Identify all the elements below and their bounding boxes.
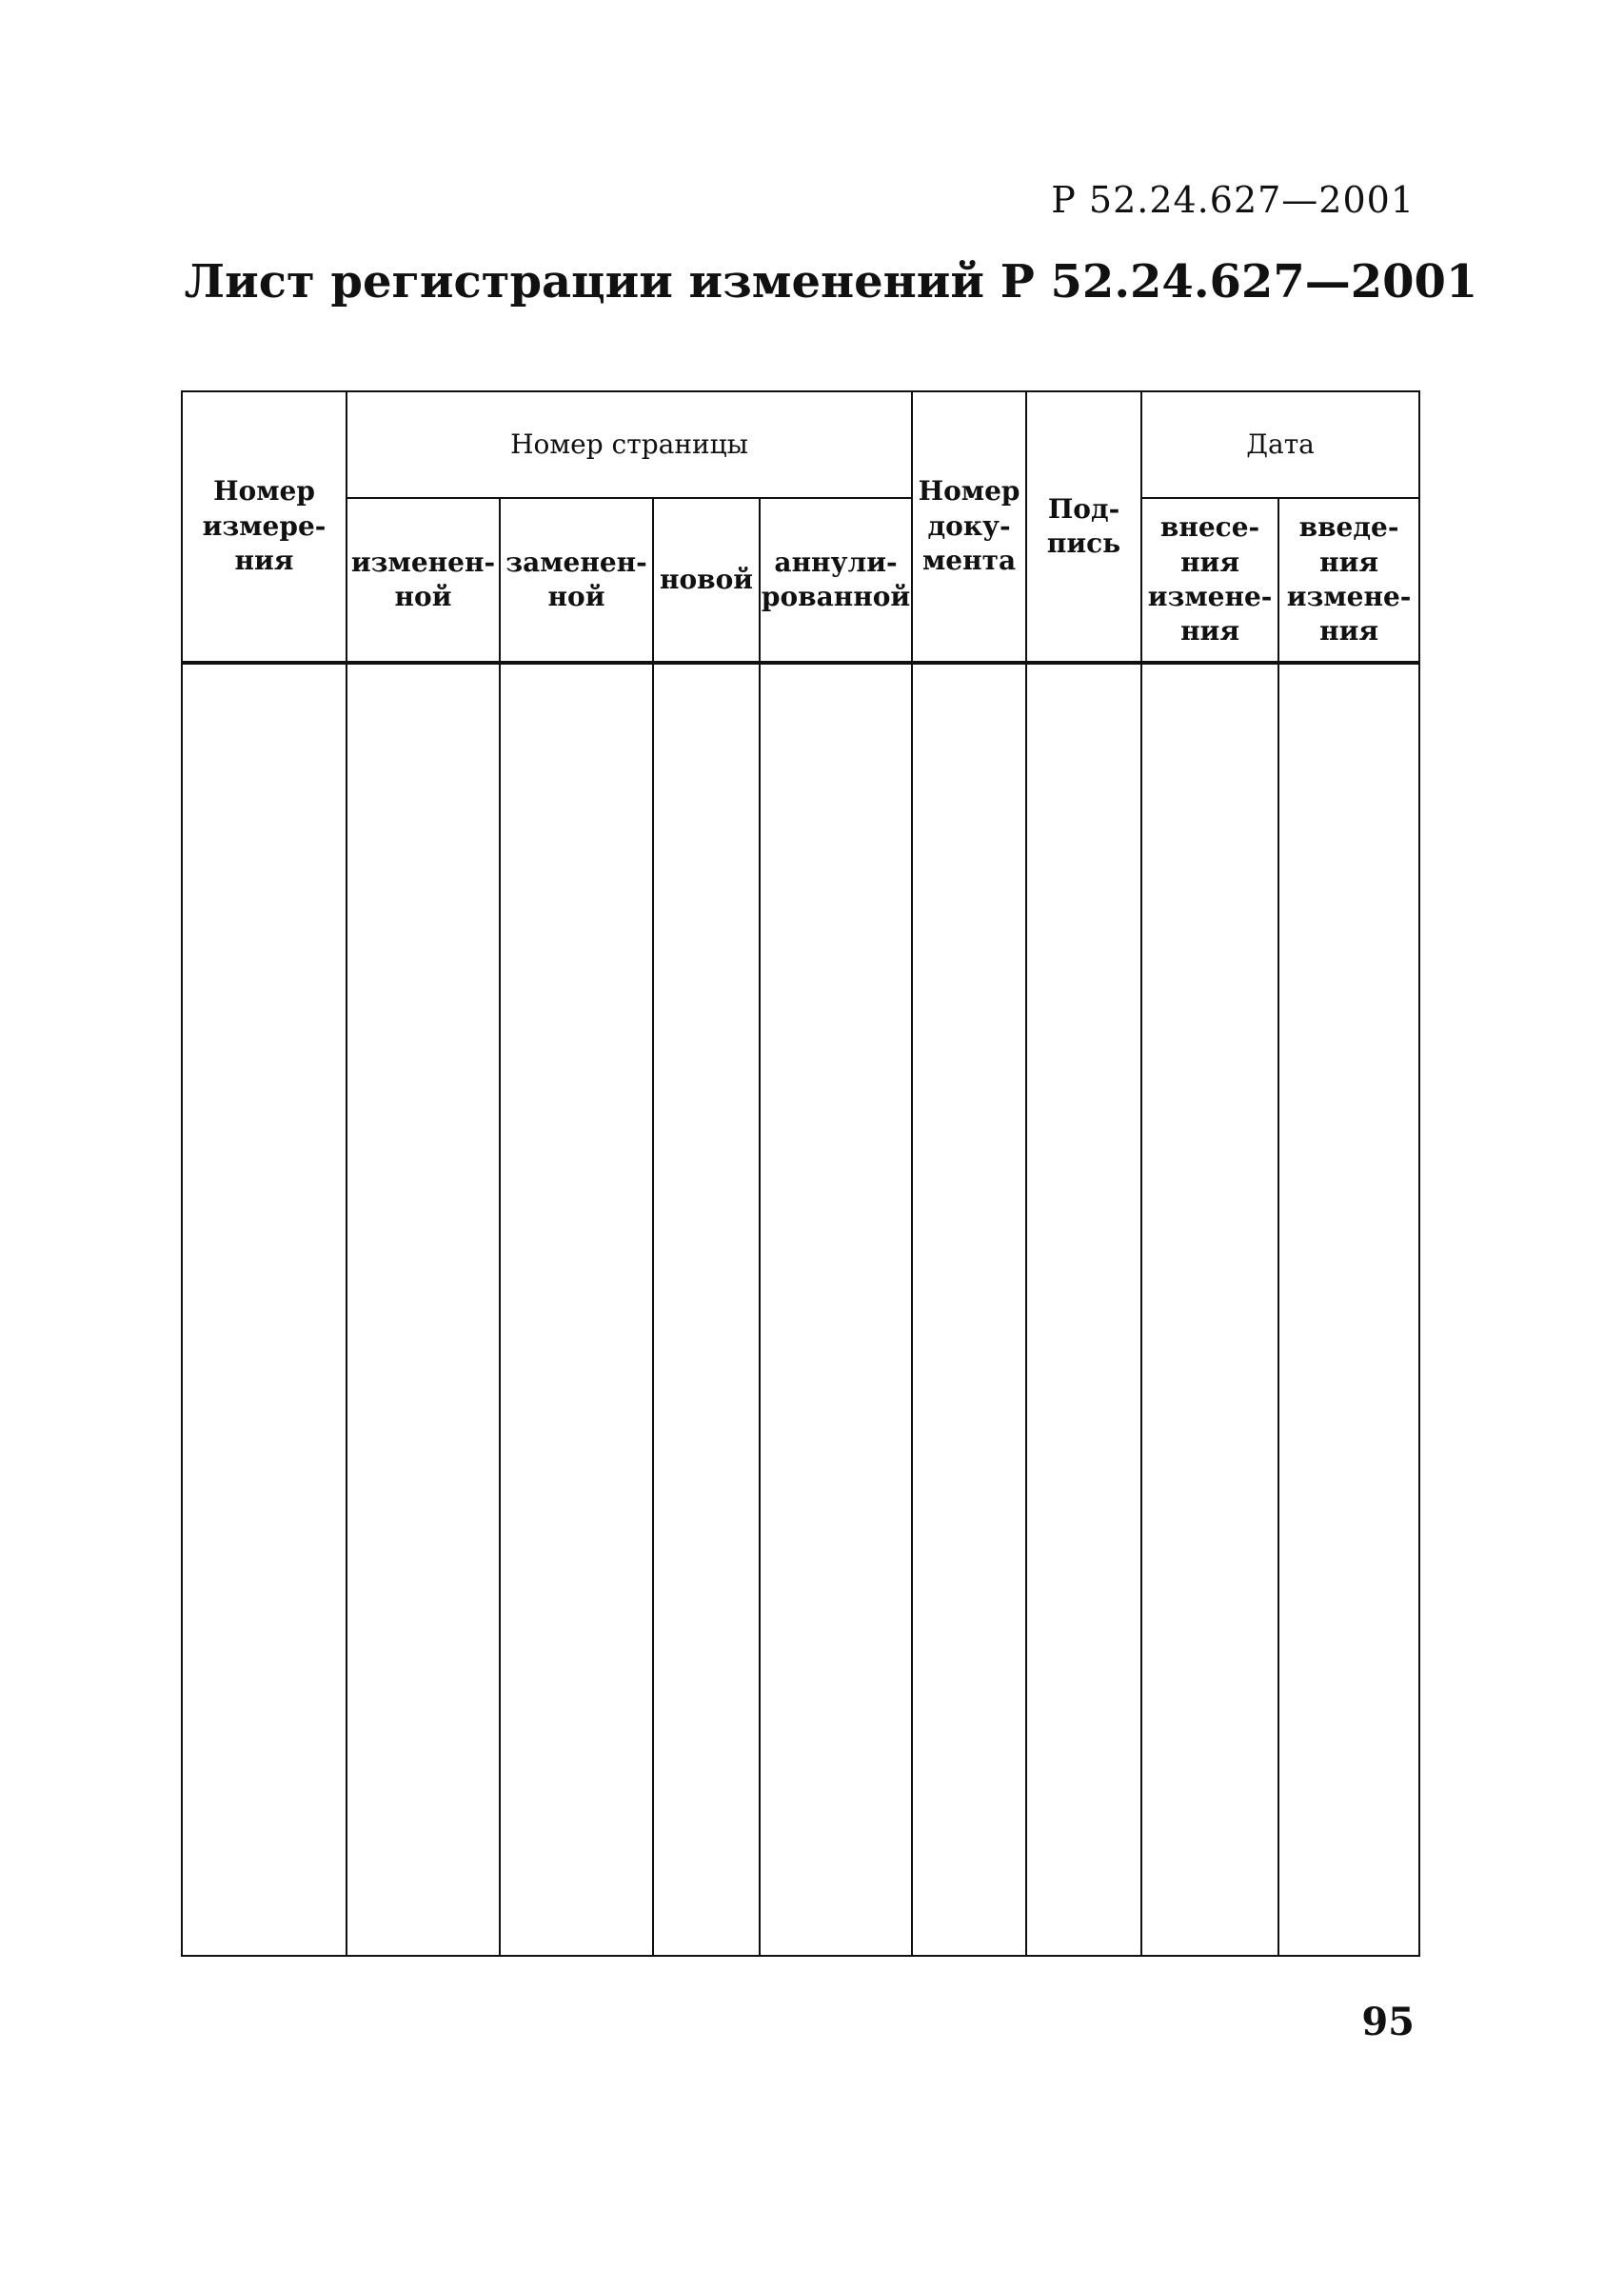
document-code: Р 52.24.627—2001	[1051, 179, 1415, 221]
cell-document-number	[912, 663, 1026, 1956]
header-row-2	[182, 498, 1419, 663]
page-title: Лист регистрации изменений Р 52.24.627—2001	[184, 255, 1478, 309]
cell-new	[653, 663, 760, 1956]
header-date-group: Дата	[1141, 391, 1419, 498]
cell-signature	[1026, 663, 1141, 1956]
cell-change-number	[182, 663, 347, 1956]
header-row-1	[182, 391, 1419, 498]
cell-date-introduction	[1278, 663, 1419, 1956]
header-new: новой	[653, 498, 760, 663]
header-signature: Под- пись	[1026, 391, 1141, 663]
cell-date-entry	[1141, 663, 1278, 1956]
header-replaced: заменен- ной	[500, 498, 653, 663]
page-number: 95	[1361, 2000, 1415, 2044]
change-registration-table	[181, 390, 1420, 1957]
header-date-entry: внесе- ния измене- ния	[1141, 498, 1278, 663]
cell-changed	[347, 663, 500, 1956]
cell-replaced	[500, 663, 653, 1956]
header-page-number-group: Номер страницы	[347, 391, 912, 498]
header-change-number: Номер измере- ния	[182, 391, 347, 663]
header-annulled: аннули- рованной	[760, 498, 912, 663]
header-changed: изменен- ной	[347, 498, 500, 663]
header-document-number: Номер доку- мента	[912, 391, 1026, 663]
header-date-introduction: введе- ния измене- ния	[1278, 498, 1419, 663]
cell-annulled	[760, 663, 912, 1956]
table-row	[182, 663, 1419, 1956]
